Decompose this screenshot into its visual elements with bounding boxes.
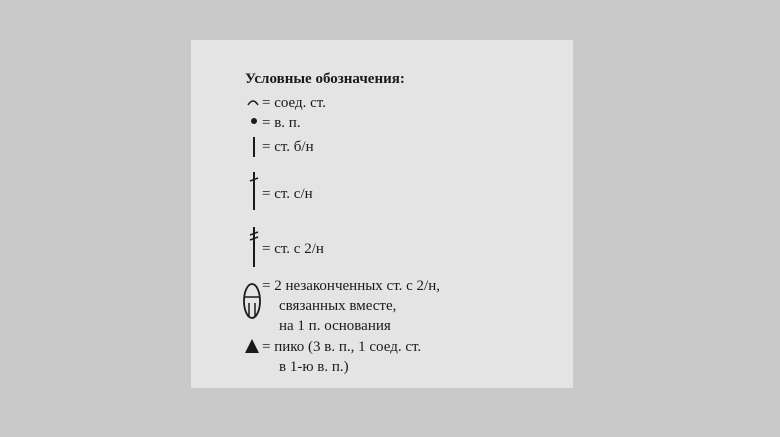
oval-cluster-icon (241, 281, 263, 321)
arc-icon (246, 96, 260, 106)
legend-item-cluster-line-1: = 2 незаконченных ст. с 2/н, (262, 278, 440, 294)
single-cross-stitch-icon (248, 171, 260, 211)
legend-item-double-crochet: = ст. с/н (262, 186, 313, 202)
double-cross-stitch-icon (248, 226, 260, 268)
legend-item-picot-line-1: = пико (3 в. п., 1 соед. ст. (262, 339, 422, 355)
legend-item-single-crochet: = ст. б/н (262, 139, 314, 155)
dot-icon (249, 116, 259, 126)
triangle-icon (243, 337, 261, 355)
vertical-line-icon (250, 136, 258, 158)
legend-item-slip-stitch: = соед. ст. (262, 95, 326, 111)
legend-item-chain: = в. п. (262, 115, 301, 131)
legend-item-cluster-line-3: на 1 п. основания (279, 318, 391, 334)
legend-item-treble-crochet: = ст. с 2/н (262, 241, 324, 257)
legend-item-picot-line-2: в 1-ю в. п.) (279, 359, 349, 375)
legend-title: Условные обозначения: (245, 71, 405, 87)
legend-item-cluster-line-2: связанных вместе, (279, 298, 397, 314)
